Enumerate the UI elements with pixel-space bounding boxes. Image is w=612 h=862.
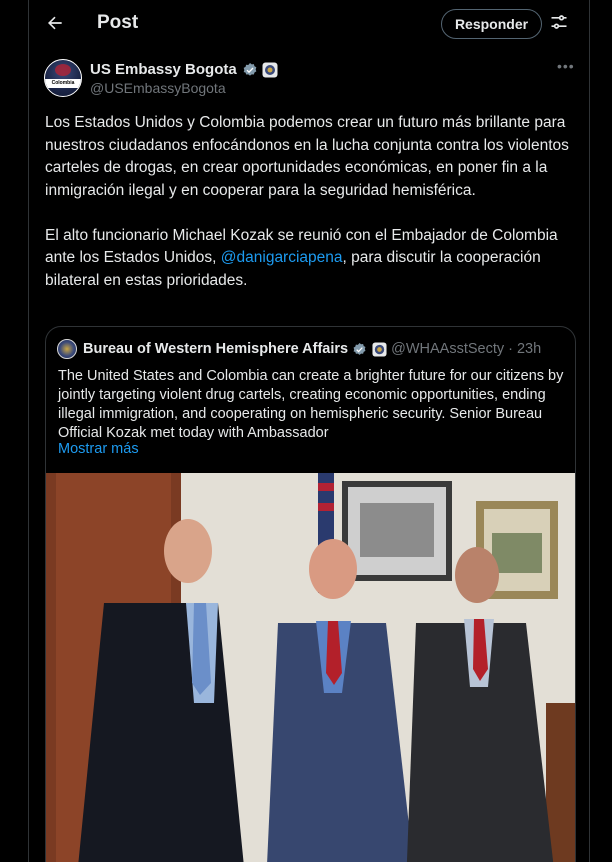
filter-icon — [549, 12, 569, 32]
mention-link[interactable]: @danigarciapena — [220, 249, 343, 266]
verified-icon — [352, 342, 367, 357]
reply-button[interactable]: Responder — [441, 9, 542, 39]
post-paragraph — [45, 225, 575, 293]
photo-furniture — [546, 703, 576, 862]
author-handle[interactable]: @USEmbassyBogota — [90, 80, 226, 96]
post-body — [45, 112, 575, 292]
quoted-text: The United States and Colombia can create a brighter future for our citizens by jointly targeting violent drug cartels, creating economic opportunities, ending illegal immigration, and cooperating on hemispheric security. Senior Bureau Official Kozak met today with Ambassador — [58, 368, 564, 441]
quoted-post[interactable] — [45, 326, 576, 862]
post-photo[interactable] — [46, 473, 576, 862]
post-text-part: , para discutir la cooperación bilateral en estas prioridades. — [45, 249, 541, 289]
post-author — [44, 58, 584, 102]
author-badges — [242, 62, 278, 78]
post-column — [28, 0, 590, 862]
post-paragraph: Los Estados Unidos y Colombia podemos crear un futuro más brillante para nuestros ciudadanos enfocándonos en la lucha conjunta contra los violentos carteles de drogas, en crear oportunidades económicas, en poner fin a la inmigración ilegal y en cooperar para la seguridad hemisférica. — [45, 114, 569, 199]
quoted-avatar — [57, 339, 77, 359]
photo-person-left — [76, 603, 246, 862]
more-icon: ••• — [557, 58, 575, 74]
quoted-timestamp: 23h — [516, 341, 542, 357]
verified-icon — [242, 62, 258, 78]
seal-graphic — [55, 64, 71, 76]
quoted-author — [57, 339, 541, 359]
show-more-link[interactable]: Mostrar más — [58, 441, 139, 457]
quoted-author-name: Bureau of Western Hemisphere Affairs — [83, 341, 349, 357]
affiliate-badge-icon — [372, 342, 387, 357]
post-text-part: El alto funcionario Michael Kozak se reunió con el Embajador de Colombia ante los Estados Unidos, — [45, 226, 558, 266]
author-name[interactable]: US Embassy Bogota — [90, 61, 237, 78]
back-button[interactable] — [43, 11, 67, 35]
more-button[interactable] — [557, 58, 579, 80]
avatar[interactable] — [44, 59, 82, 97]
meta-separator: · — [508, 341, 513, 357]
affiliate-badge-icon — [262, 62, 278, 78]
header — [29, 0, 591, 46]
filter-button[interactable] — [549, 12, 569, 32]
quoted-author-handle: @WHAAsstSecty — [391, 341, 505, 357]
back-arrow-icon — [45, 13, 65, 33]
avatar-label: Colombia — [45, 79, 81, 88]
page-title: Post — [97, 12, 139, 33]
